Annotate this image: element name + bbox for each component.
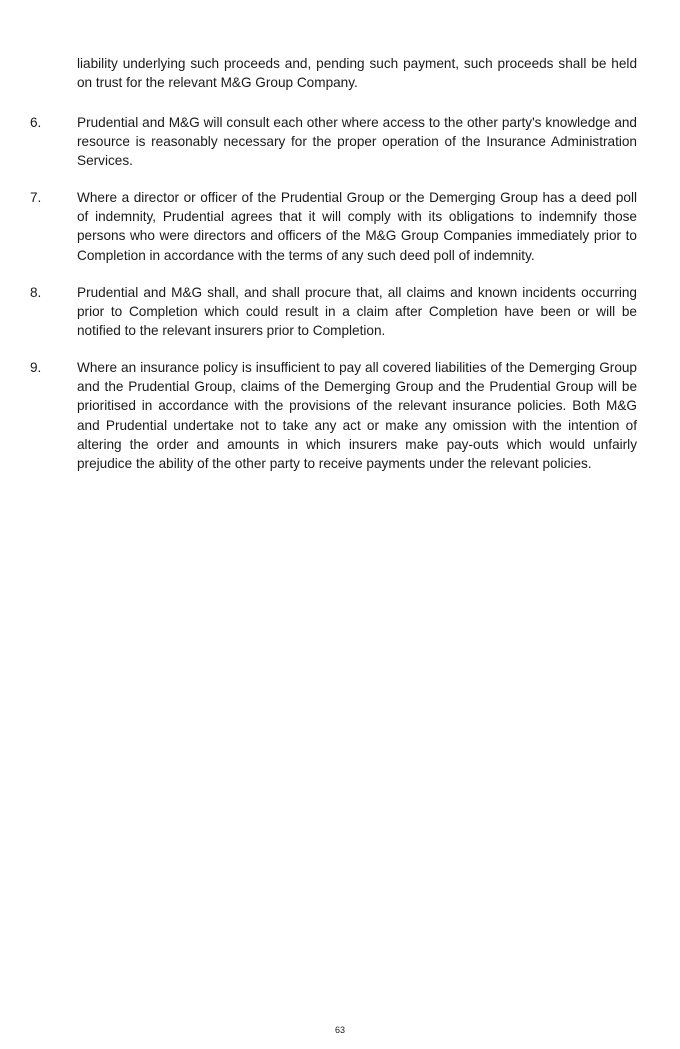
page-number: 63: [334, 1025, 345, 1035]
clause-number-8: 8.: [30, 285, 42, 300]
clause-number-6: 6.: [30, 115, 42, 130]
clause-text-6: Prudential and M&G will consult each other where access to the other party's knowledge and resource is reasonably necessary for the proper operation of the Insurance Administration Services.: [77, 115, 637, 169]
clause-text-9: Where an insurance policy is insufficient to pay all covered liabilities of the Demerging Group and the Prudential Group, claims of the Demerging Group and the Prudential Group will be prioritised in accordance with the provisions of the relevant insurance policies. Both M&G and Prudential undertake not to take any act or make any omission with the intention of altering the order and amounts in which insurers make pay-outs which would unfairly prejudice the ability of the other party to receive payments under the relevant policies.: [77, 360, 637, 472]
clause-text-8: Prudential and M&G shall, and shall procure that, all claims and known incidents occurring prior to Completion which could result in a claim after Completion have been or will be notified to the relevant insurers prior to Completion.: [77, 285, 637, 339]
clause-text-7: Where a director or officer of the Prudential Group or the Demerging Group has a deed poll of indemnity, Prudential agrees that it will comply with its obligations to indemnify those persons who were directors and officers of the M&G Group Companies immediately prior to Completion in accordance with the terms of any such deed poll of indemnity.: [77, 190, 637, 263]
clause-number-7: 7.: [30, 190, 42, 205]
clause-number-9: 9.: [30, 360, 42, 375]
continuation-paragraph: liability underlying such proceeds and, pending such payment, such proceeds shall be held on trust for the relevant M&G Group Company.: [77, 56, 637, 91]
